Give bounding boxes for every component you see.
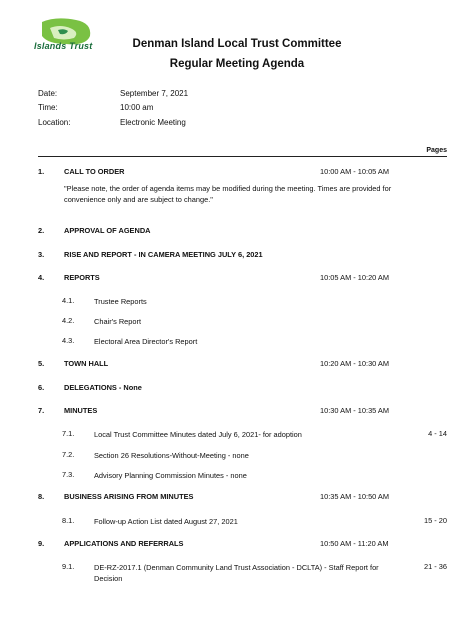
item-number: 3. — [38, 250, 45, 259]
subitem-text: Advisory Planning Commission Minutes - none — [94, 471, 247, 480]
page-title: Denman Island Local Trust Committee — [132, 38, 342, 50]
subitem-text: Section 26 Resolutions-Without-Meeting - none — [94, 451, 249, 460]
subitem-number: 7.3. — [62, 470, 75, 479]
logo-text: Islands Trust — [34, 41, 93, 51]
location-label: Location: — [38, 118, 71, 127]
item-number: 1. — [38, 167, 45, 176]
time-label: Time: — [38, 103, 58, 112]
time-value: 10:00 am — [120, 103, 154, 112]
item-title: APPLICATIONS AND REFERRALS — [64, 539, 184, 548]
date-value: September 7, 2021 — [120, 89, 189, 98]
item-time: 10:00 AM - 10:05 AM — [320, 167, 390, 176]
item-number: 5. — [38, 359, 45, 368]
subitem-text: Chair's Report — [94, 317, 142, 326]
item-number: 9. — [38, 539, 45, 548]
item-time: 10:30 AM - 10:35 AM — [320, 406, 390, 415]
subitem-number: 4.1. — [62, 296, 75, 305]
item-number: 6. — [38, 383, 45, 392]
item-title: CALL TO ORDER — [64, 167, 125, 176]
subitem-text: Electoral Area Director's Report — [94, 337, 198, 346]
item-time: 10:20 AM - 10:30 AM — [320, 359, 390, 368]
item-title: BUSINESS ARISING FROM MINUTES — [64, 492, 194, 501]
subitem-text: DE-RZ-2017.1 (Denman Community Land Trust Association - DCLTA) - Staff Report for Decision — [94, 563, 379, 583]
item-number: 4. — [38, 273, 45, 282]
subitem-number: 4.2. — [62, 316, 75, 325]
page-subtitle: Regular Meeting Agenda — [169, 58, 305, 70]
location-value: Electronic Meeting — [120, 118, 186, 127]
item-number: 8. — [38, 492, 45, 501]
subitem-pages: 15 - 20 — [423, 516, 447, 525]
item-title: REPORTS — [64, 273, 100, 282]
item-time: 10:50 AM - 11:20 AM — [320, 539, 389, 548]
item-number: 7. — [38, 406, 45, 415]
pages-column-heading: Pages — [426, 147, 447, 154]
subitem-text: Trustee Reports — [94, 297, 147, 306]
item-number: 2. — [38, 226, 45, 235]
subitem-pages: 21 - 36 — [423, 562, 447, 571]
subitem-pages: 4 - 14 — [428, 429, 447, 438]
agenda-note: "Please note, the order of agenda items may be modified during the meeting. Times are provided for convenience only and are subject to change." — [64, 184, 392, 204]
item-title: DELEGATIONS - None — [64, 383, 142, 392]
item-title: APPROVAL OF AGENDA — [64, 226, 151, 235]
item-time: 10:35 AM - 10:50 AM — [320, 492, 390, 501]
item-time: 10:05 AM - 10:20 AM — [320, 273, 390, 282]
item-title: MINUTES — [64, 406, 98, 415]
item-title: RISE AND REPORT - IN CAMERA MEETING JULY 6, 2021 — [64, 250, 263, 259]
subitem-number: 7.2. — [62, 450, 75, 459]
subitem-number: 7.1. — [62, 429, 75, 438]
item-title: TOWN HALL — [64, 359, 109, 368]
subitem-number: 9.1. — [62, 562, 75, 571]
subitem-number: 8.1. — [62, 516, 75, 525]
header-divider — [38, 156, 447, 157]
subitem-text: Local Trust Committee Minutes dated July 6, 2021- for adoption — [94, 430, 302, 439]
subitem-number: 4.3. — [62, 336, 75, 345]
subitem-text: Follow-up Action List dated August 27, 2021 — [94, 517, 238, 526]
date-label: Date: — [38, 89, 58, 98]
